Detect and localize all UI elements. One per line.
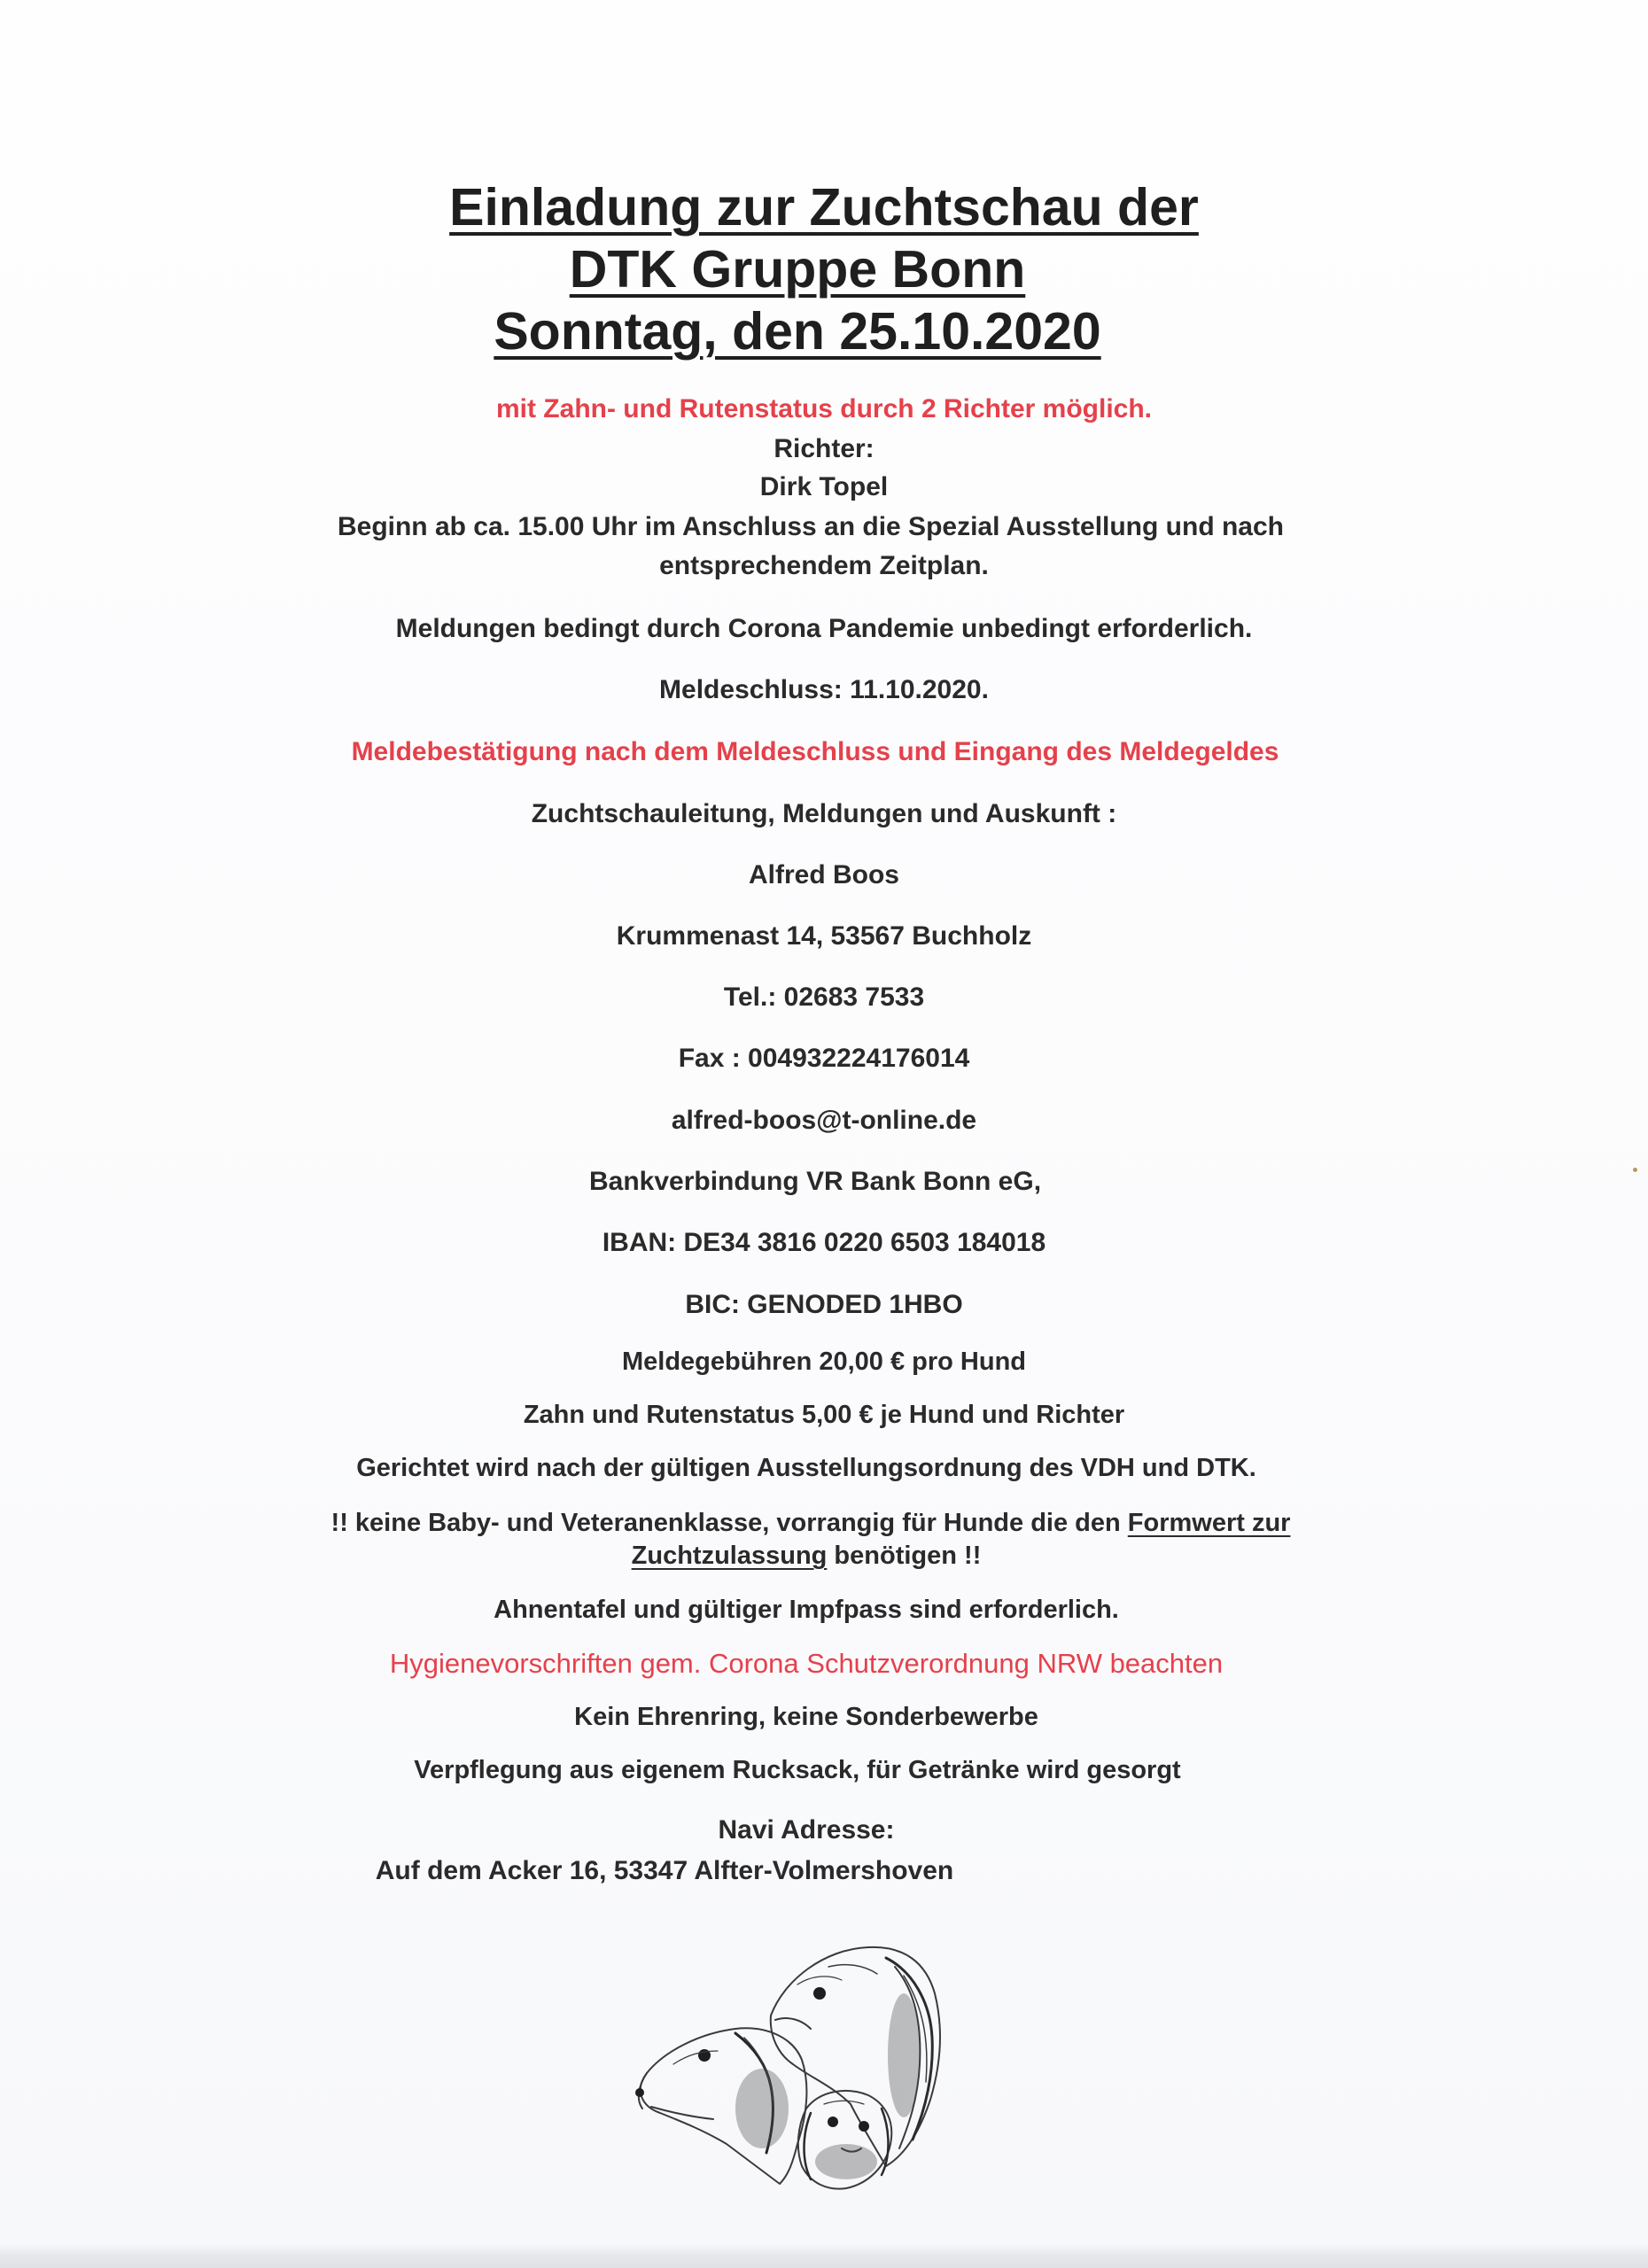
contact-heading: Zuchtschauleitung, Meldungen und Auskunft : [531,799,1117,828]
hygiene-note-red: Hygienevorschriften gem. Corona Schutzverordnung NRW beachten [389,1648,1224,1679]
dachshund-heads-drawing [620,1931,975,2197]
contact-email: alfred-boos@t-online.de [671,1106,977,1135]
no-honor-ring: Kein Ehrenring, keine Sonderbewerbe [574,1703,1038,1731]
registration-note: Meldungen bedingt durch Corona Pandemie unbedingt erforderlich. [395,614,1253,643]
classes-text-2: benötigen !! [827,1542,982,1570]
bank-name: Bankverbindung VR Bank Bonn eG, [588,1167,1042,1196]
classes-underlined-1: Formwert zur [1127,1509,1291,1537]
confirmation-note-red: Meldebestätigung nach dem Meldeschluss und Eingang des Meldegeldes [351,737,1279,766]
title-line-1: Einladung zur Zuchtschau der [449,178,1199,237]
fee-entry: Meldegebühren 20,00 € pro Hund [621,1348,1027,1376]
judging-rules: Gerichtet wird nach der gültigen Ausstellungsordnung des VDH und DTK. [356,1454,1256,1482]
contact-address: Krummenast 14, 53567 Buchholz [616,921,1032,951]
fee-status: Zahn und Rutenstatus 5,00 € je Hund und Richter [523,1401,1125,1429]
classes-underlined-2: Zuchtzulassung [631,1542,828,1570]
subtitle-red: mit Zahn- und Rutenstatus durch 2 Richter möglich. [495,394,1153,423]
classes-text-1: !! keine Baby- und Veteranenklasse, vorrangig für Hunde die den [330,1509,1128,1537]
registration-deadline: Meldeschluss: 11.10.2020. [659,675,989,704]
title-line-2: DTK Gruppe Bonn [569,240,1026,299]
judge-label: Richter: [773,434,875,463]
documents-required: Ahnentafel und gültiger Impfpass sind erforderlich. [494,1596,1119,1624]
start-line-2: entsprechendem Zeitplan. [659,551,989,580]
contact-name: Alfred Boos [748,860,899,889]
bank-iban: IBAN: DE34 3816 0220 6503 184018 [602,1228,1046,1257]
judge-name: Dirk Topel [759,472,889,501]
bank-bic: BIC: GENODED 1HBO [685,1290,963,1319]
scan-bottom-edge [0,2243,1648,2268]
navi-label: Navi Adresse: [718,1815,895,1845]
navi-address: Auf dem Acker 16, 53347 Alfter-Volmershoven [375,1856,954,1885]
contact-fax: Fax : 004932224176014 [678,1044,970,1073]
classes-line-2 [0,1542,1630,1571]
scan-speck [1633,1168,1637,1172]
start-line-1: Beginn ab ca. 15.00 Uhr im Anschluss an die Spezial Ausstellung und nach [337,512,1285,541]
catering-note: Verpflegung aus eigenem Rucksack, für Getränke wird gesorgt [414,1756,1181,1784]
contact-phone: Tel.: 02683 7533 [723,983,925,1012]
title-line-3: Sonntag, den 25.10.2020 [494,302,1101,361]
classes-line-1 [0,1509,1635,1538]
